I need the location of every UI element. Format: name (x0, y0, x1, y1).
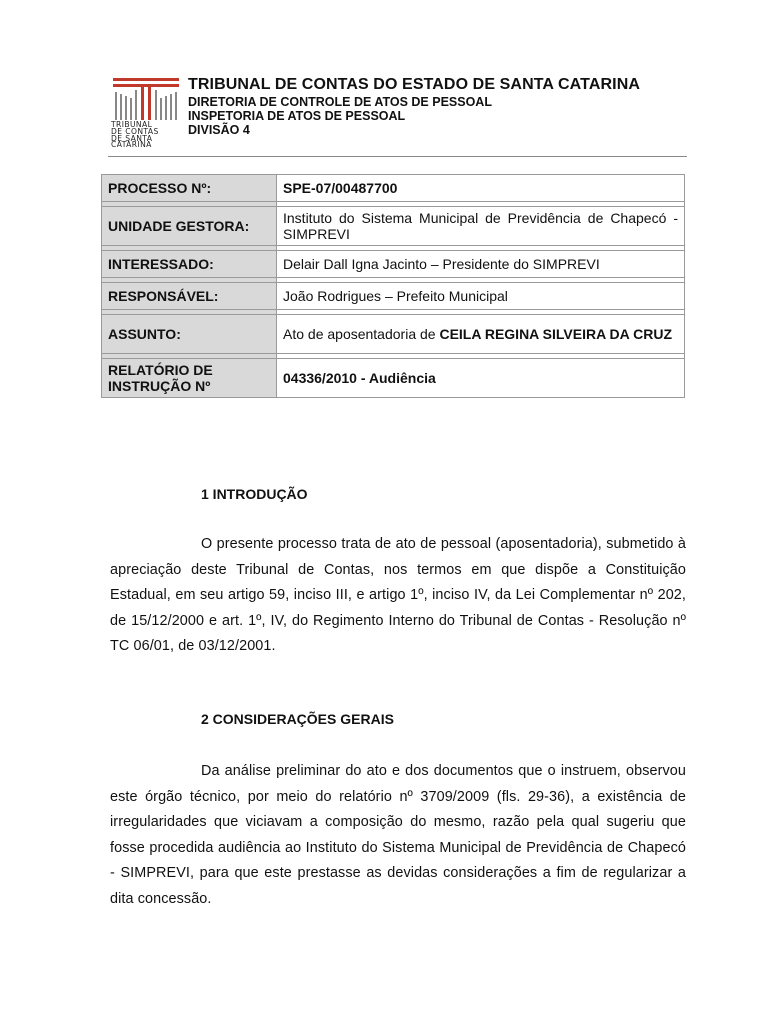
logo-line-1: TRIBUNAL (111, 120, 153, 129)
responsavel-value: João Rodrigues – Prefeito Municipal (277, 283, 685, 310)
header-directorate: DIRETORIA DE CONTROLE DE ATOS DE PESSOAL (188, 95, 492, 109)
assunto-label: ASSUNTO: (102, 315, 277, 354)
row-unidade (102, 207, 685, 246)
logo-line-4: CATARINA (111, 140, 152, 150)
interessado-label: INTERESSADO: (102, 251, 277, 278)
document-header (108, 72, 688, 152)
processo-value: SPE-07/00487700 (277, 175, 685, 202)
logo-line-3: DE SANTA (111, 133, 153, 143)
header-text (188, 75, 640, 137)
process-info-table (101, 174, 685, 398)
tce-sc-logo (111, 76, 181, 150)
row-responsavel (102, 283, 685, 310)
processo-label: PROCESSO Nº: (102, 175, 277, 202)
section-2-heading: 2 CONSIDERAÇÕES GERAIS (201, 711, 394, 727)
section-1-heading: 1 INTRODUÇÃO (201, 486, 308, 502)
section-1-paragraph: O presente processo trata de ato de pessoal (aposentadoria), submetido à apreciação deste Tribunal de Contas, nos termos em que dispõe a Constituição Estadual, em seu artigo 59, inciso III, e artigo 1º, inciso IV, da Lei Complementar nº 202, de 15/12/2000 e art. 1º, IV, do Regimento Interno do Tribunal de Contas - Resolução nº TC 06/01, de 03/12/2001. (110, 536, 686, 655)
row-assunto (102, 315, 685, 354)
header-title: TRIBUNAL DE CONTAS DO ESTADO DE SANTA CATARINA (188, 76, 640, 93)
section-2-paragraph: Da análise preliminar do ato e dos documentos que o instruem, observou este órgão técnico, por meio do relatório nº 3709/2009 (fls. 29-36), a existência de irregularidades que viciavam a composição do mesmo, razão pela qual sugeriu que fosse procedida audiência ao Instituto do Sistema Municipal de Previdência de Chapecó - SIMPREVI, para que este prestasse as devidas considerações a fim de regularizar a dita concessão. (110, 763, 686, 907)
header-divider (108, 156, 687, 157)
logo-line-2: DE CONTAS (111, 126, 159, 136)
header-division: DIVISÃO 4 (188, 123, 250, 137)
assunto-value (277, 315, 685, 354)
interessado-value: Delair Dall Igna Jacinto – Presidente do SIMPREVI (277, 251, 685, 278)
relatorio-label: RELATÓRIO DE INSTRUÇÃO Nº (102, 359, 277, 398)
unidade-label: UNIDADE GESTORA: (102, 207, 277, 246)
header-inspectorate: INSPETORIA DE ATOS DE PESSOAL (188, 109, 406, 123)
responsavel-label: RESPONSÁVEL: (102, 283, 277, 310)
row-processo (102, 175, 685, 202)
unidade-value: Instituto do Sistema Municipal de Previdência de Chapecó - SIMPREVI (277, 207, 685, 246)
row-interessado (102, 251, 685, 278)
assunto-prefix: Ato de aposentadoria de (283, 326, 440, 342)
logo-wordmark (111, 122, 183, 149)
assunto-name: CEILA REGINA SILVEIRA DA CRUZ (439, 326, 673, 342)
row-relatorio (102, 359, 685, 398)
relatorio-value: 04336/2010 - Audiência (277, 359, 685, 398)
